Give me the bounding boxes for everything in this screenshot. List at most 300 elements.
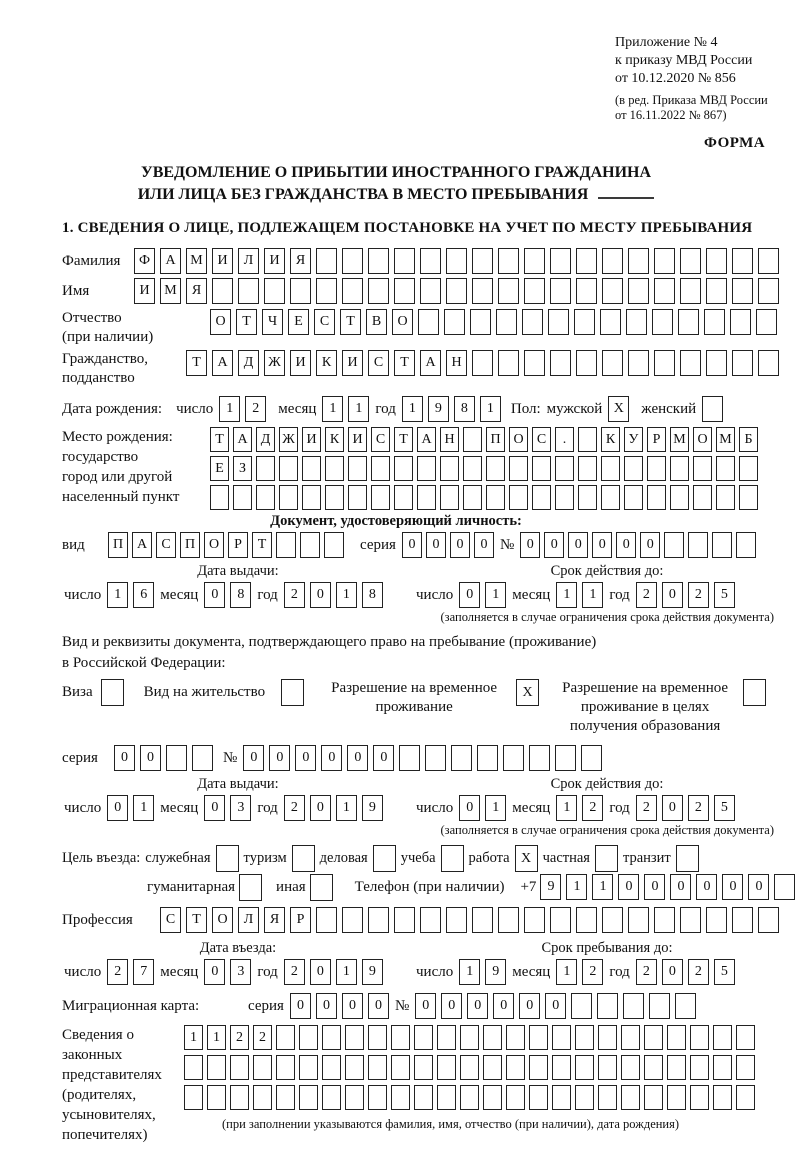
char-box[interactable]: [522, 309, 543, 335]
profession-boxes[interactable]: [160, 907, 779, 933]
char-box[interactable]: 0: [722, 874, 743, 900]
char-box[interactable]: [192, 745, 213, 771]
char-box[interactable]: [713, 1085, 732, 1110]
char-box[interactable]: М: [186, 248, 207, 274]
char-box[interactable]: [575, 1055, 594, 1080]
phone-boxes[interactable]: [540, 874, 795, 900]
char-box[interactable]: [394, 278, 415, 304]
char-box[interactable]: 5: [714, 582, 735, 608]
char-box[interactable]: [602, 278, 623, 304]
entry-year-boxes[interactable]: [284, 959, 383, 985]
char-box[interactable]: 2: [284, 582, 305, 608]
char-box[interactable]: [602, 248, 623, 274]
sex-male-checkbox[interactable]: [608, 396, 629, 422]
char-box[interactable]: К: [601, 427, 620, 452]
char-box[interactable]: [758, 350, 779, 376]
char-box[interactable]: [496, 309, 517, 335]
char-box[interactable]: X: [516, 679, 539, 706]
char-box[interactable]: [628, 350, 649, 376]
char-box[interactable]: [644, 1085, 663, 1110]
char-box[interactable]: О: [693, 427, 712, 452]
char-box[interactable]: [368, 1055, 387, 1080]
char-box[interactable]: И: [134, 278, 155, 304]
char-box[interactable]: 1: [556, 795, 577, 821]
char-box[interactable]: [678, 309, 699, 335]
char-box[interactable]: [667, 1055, 686, 1080]
char-box[interactable]: З: [233, 456, 252, 481]
char-box[interactable]: [506, 1085, 525, 1110]
char-box[interactable]: Б: [739, 427, 758, 452]
char-box[interactable]: [706, 248, 727, 274]
birth-place-row1-boxes[interactable]: [210, 427, 758, 452]
char-box[interactable]: 2: [107, 959, 128, 985]
char-box[interactable]: [628, 248, 649, 274]
birth-place-row2-boxes[interactable]: [210, 456, 758, 481]
char-box[interactable]: 0: [459, 582, 480, 608]
char-box[interactable]: [680, 278, 701, 304]
char-box[interactable]: [345, 1055, 364, 1080]
blank-underline-field[interactable]: [598, 185, 654, 199]
char-box[interactable]: [440, 456, 459, 481]
char-box[interactable]: [644, 1025, 663, 1050]
char-box[interactable]: [628, 278, 649, 304]
char-box[interactable]: [414, 1025, 433, 1050]
char-box[interactable]: Ф: [134, 248, 155, 274]
char-box[interactable]: [550, 248, 571, 274]
char-box[interactable]: 0: [520, 532, 540, 558]
char-box[interactable]: Р: [647, 427, 666, 452]
char-box[interactable]: [529, 745, 550, 771]
char-box[interactable]: [418, 309, 439, 335]
char-box[interactable]: Т: [210, 427, 229, 452]
char-box[interactable]: 9: [540, 874, 561, 900]
char-box[interactable]: [524, 278, 545, 304]
char-box[interactable]: 2: [688, 795, 709, 821]
char-box[interactable]: 5: [714, 959, 735, 985]
char-box[interactable]: 0: [450, 532, 470, 558]
char-box[interactable]: [316, 248, 337, 274]
char-box[interactable]: 0: [426, 532, 446, 558]
char-box[interactable]: Д: [256, 427, 275, 452]
char-box[interactable]: [460, 1055, 479, 1080]
char-box[interactable]: 1: [485, 795, 506, 821]
char-box[interactable]: 0: [107, 795, 128, 821]
char-box[interactable]: 0: [474, 532, 494, 558]
char-box[interactable]: [598, 1055, 617, 1080]
issue-month-boxes[interactable]: [204, 582, 251, 608]
char-box[interactable]: [441, 845, 464, 872]
char-box[interactable]: [555, 485, 574, 510]
char-box[interactable]: [739, 485, 758, 510]
char-box[interactable]: 1: [336, 959, 357, 985]
char-box[interactable]: [621, 1085, 640, 1110]
char-box[interactable]: [670, 456, 689, 481]
char-box[interactable]: [276, 1055, 295, 1080]
char-box[interactable]: А: [420, 350, 441, 376]
purpose-official-checkbox[interactable]: [216, 845, 239, 872]
char-box[interactable]: [654, 248, 675, 274]
char-box[interactable]: [758, 907, 779, 933]
char-box[interactable]: Л: [238, 907, 259, 933]
char-box[interactable]: [345, 1085, 364, 1110]
char-box[interactable]: [555, 456, 574, 481]
char-box[interactable]: [732, 248, 753, 274]
char-box[interactable]: [316, 907, 337, 933]
char-box[interactable]: [233, 485, 252, 510]
char-box[interactable]: [758, 248, 779, 274]
issue-year-boxes[interactable]: [284, 582, 383, 608]
char-box[interactable]: [299, 1055, 318, 1080]
char-box[interactable]: [290, 278, 311, 304]
char-box[interactable]: [688, 532, 708, 558]
char-box[interactable]: 9: [362, 959, 383, 985]
char-box[interactable]: [667, 1025, 686, 1050]
char-box[interactable]: [239, 874, 262, 901]
char-box[interactable]: [576, 907, 597, 933]
char-box[interactable]: [743, 679, 766, 706]
doc-type-boxes[interactable]: [108, 532, 344, 558]
char-box[interactable]: [391, 1055, 410, 1080]
char-box[interactable]: [647, 485, 666, 510]
char-box[interactable]: [704, 309, 725, 335]
char-box[interactable]: [368, 248, 389, 274]
char-box[interactable]: [680, 350, 701, 376]
char-box[interactable]: М: [670, 427, 689, 452]
birth-month-boxes[interactable]: [322, 396, 369, 422]
char-box[interactable]: [702, 396, 723, 422]
char-box[interactable]: 1: [556, 582, 577, 608]
char-box[interactable]: [322, 1055, 341, 1080]
char-box[interactable]: [600, 309, 621, 335]
char-box[interactable]: [498, 248, 519, 274]
char-box[interactable]: 0: [204, 959, 225, 985]
char-box[interactable]: 9: [362, 795, 383, 821]
migration-number-boxes[interactable]: [415, 993, 696, 1019]
issue-day-boxes[interactable]: [107, 795, 154, 821]
patronymic-boxes[interactable]: [210, 309, 777, 335]
char-box[interactable]: [322, 1025, 341, 1050]
char-box[interactable]: [716, 485, 735, 510]
char-box[interactable]: С: [314, 309, 335, 335]
char-box[interactable]: [649, 993, 670, 1019]
char-box[interactable]: А: [132, 532, 152, 558]
char-box[interactable]: [578, 427, 597, 452]
char-box[interactable]: Е: [210, 456, 229, 481]
char-box[interactable]: [486, 456, 505, 481]
char-box[interactable]: [578, 485, 597, 510]
char-box[interactable]: [399, 745, 420, 771]
char-box[interactable]: Т: [394, 350, 415, 376]
char-box[interactable]: 1: [107, 582, 128, 608]
char-box[interactable]: [509, 485, 528, 510]
char-box[interactable]: [550, 350, 571, 376]
char-box[interactable]: 5: [714, 795, 735, 821]
char-box[interactable]: И: [302, 427, 321, 452]
char-box[interactable]: [279, 456, 298, 481]
char-box[interactable]: 6: [133, 582, 154, 608]
char-box[interactable]: [276, 1025, 295, 1050]
char-box[interactable]: П: [486, 427, 505, 452]
char-box[interactable]: [368, 907, 389, 933]
stay-month-boxes[interactable]: [556, 959, 603, 985]
issue-year-boxes[interactable]: [284, 795, 383, 821]
char-box[interactable]: А: [160, 248, 181, 274]
char-box[interactable]: [756, 309, 777, 335]
char-box[interactable]: [550, 278, 571, 304]
char-box[interactable]: [322, 1085, 341, 1110]
char-box[interactable]: 1: [133, 795, 154, 821]
char-box[interactable]: 0: [204, 795, 225, 821]
issue-month-boxes[interactable]: [204, 795, 251, 821]
char-box[interactable]: [578, 456, 597, 481]
purpose-humanitarian-checkbox[interactable]: [239, 874, 262, 901]
legal-reps-row2-boxes[interactable]: [184, 1055, 755, 1080]
char-box[interactable]: [667, 1085, 686, 1110]
char-box[interactable]: 9: [428, 396, 449, 422]
birth-place-row3-boxes[interactable]: [210, 485, 758, 510]
char-box[interactable]: [647, 456, 666, 481]
char-box[interactable]: [210, 485, 229, 510]
char-box[interactable]: [654, 350, 675, 376]
char-box[interactable]: 0: [618, 874, 639, 900]
purpose-private-checkbox[interactable]: [595, 845, 618, 872]
char-box[interactable]: К: [316, 350, 337, 376]
char-box[interactable]: [184, 1085, 203, 1110]
char-box[interactable]: [690, 1025, 709, 1050]
char-box[interactable]: [238, 278, 259, 304]
char-box[interactable]: 0: [415, 993, 436, 1019]
purpose-work-checkbox[interactable]: [515, 845, 538, 872]
char-box[interactable]: 1: [459, 959, 480, 985]
char-box[interactable]: [417, 456, 436, 481]
char-box[interactable]: [602, 907, 623, 933]
char-box[interactable]: [706, 907, 727, 933]
valid-day-boxes[interactable]: [459, 795, 506, 821]
char-box[interactable]: [463, 485, 482, 510]
char-box[interactable]: 1: [485, 582, 506, 608]
char-box[interactable]: 0: [316, 993, 337, 1019]
char-box[interactable]: [446, 248, 467, 274]
char-box[interactable]: [420, 907, 441, 933]
char-box[interactable]: Т: [186, 907, 207, 933]
char-box[interactable]: [712, 532, 732, 558]
char-box[interactable]: 2: [636, 959, 657, 985]
char-box[interactable]: 1: [184, 1025, 203, 1050]
char-box[interactable]: [574, 309, 595, 335]
entry-month-boxes[interactable]: [204, 959, 251, 985]
char-box[interactable]: [472, 248, 493, 274]
char-box[interactable]: О: [212, 907, 233, 933]
char-box[interactable]: [483, 1055, 502, 1080]
char-box[interactable]: [264, 278, 285, 304]
char-box[interactable]: 0: [592, 532, 612, 558]
char-box[interactable]: [342, 278, 363, 304]
char-box[interactable]: 0: [310, 795, 331, 821]
char-box[interactable]: [529, 1055, 548, 1080]
char-box[interactable]: [483, 1085, 502, 1110]
char-box[interactable]: Ч: [262, 309, 283, 335]
char-box[interactable]: [670, 485, 689, 510]
char-box[interactable]: [576, 350, 597, 376]
char-box[interactable]: [281, 679, 304, 706]
char-box[interactable]: 0: [662, 795, 683, 821]
char-box[interactable]: [624, 456, 643, 481]
purpose-business-checkbox[interactable]: [373, 845, 396, 872]
char-box[interactable]: [472, 350, 493, 376]
char-box[interactable]: [212, 278, 233, 304]
char-box[interactable]: [664, 532, 684, 558]
char-box[interactable]: [486, 485, 505, 510]
doc-number-boxes[interactable]: [520, 532, 756, 558]
temp-residence-checkbox[interactable]: [516, 679, 539, 706]
char-box[interactable]: [342, 248, 363, 274]
surname-boxes[interactable]: [134, 248, 779, 274]
char-box[interactable]: [207, 1085, 226, 1110]
char-box[interactable]: 1: [566, 874, 587, 900]
char-box[interactable]: 2: [636, 795, 657, 821]
char-box[interactable]: 0: [290, 993, 311, 1019]
char-box[interactable]: [532, 485, 551, 510]
char-box[interactable]: 0: [368, 993, 389, 1019]
char-box[interactable]: [548, 309, 569, 335]
char-box[interactable]: 1: [219, 396, 240, 422]
char-box[interactable]: [253, 1085, 272, 1110]
char-box[interactable]: 3: [230, 795, 251, 821]
char-box[interactable]: [299, 1025, 318, 1050]
char-box[interactable]: С: [368, 350, 389, 376]
char-box[interactable]: 0: [295, 745, 316, 771]
char-box[interactable]: 0: [748, 874, 769, 900]
char-box[interactable]: Т: [252, 532, 272, 558]
char-box[interactable]: [506, 1025, 525, 1050]
char-box[interactable]: [552, 1025, 571, 1050]
char-box[interactable]: 1: [582, 582, 603, 608]
char-box[interactable]: [425, 745, 446, 771]
char-box[interactable]: [253, 1055, 272, 1080]
char-box[interactable]: [460, 1025, 479, 1050]
char-box[interactable]: [623, 993, 644, 1019]
char-box[interactable]: 0: [114, 745, 135, 771]
char-box[interactable]: Т: [236, 309, 257, 335]
sex-female-checkbox[interactable]: [702, 396, 723, 422]
char-box[interactable]: [368, 278, 389, 304]
char-box[interactable]: [446, 278, 467, 304]
char-box[interactable]: [736, 532, 756, 558]
char-box[interactable]: [371, 485, 390, 510]
char-box[interactable]: [417, 485, 436, 510]
char-box[interactable]: О: [210, 309, 231, 335]
char-box[interactable]: [575, 1025, 594, 1050]
char-box[interactable]: 1: [592, 874, 613, 900]
char-box[interactable]: 0: [662, 959, 683, 985]
char-box[interactable]: Т: [394, 427, 413, 452]
char-box[interactable]: 2: [688, 959, 709, 985]
char-box[interactable]: 1: [556, 959, 577, 985]
char-box[interactable]: [460, 1085, 479, 1110]
char-box[interactable]: [716, 456, 735, 481]
char-box[interactable]: [472, 278, 493, 304]
char-box[interactable]: [230, 1055, 249, 1080]
char-box[interactable]: 0: [616, 532, 636, 558]
char-box[interactable]: [774, 874, 795, 900]
char-box[interactable]: 0: [140, 745, 161, 771]
legal-reps-row3-boxes[interactable]: [184, 1085, 755, 1110]
char-box[interactable]: 2: [582, 959, 603, 985]
char-box[interactable]: С: [160, 907, 181, 933]
char-box[interactable]: [706, 278, 727, 304]
char-box[interactable]: [676, 845, 699, 872]
char-box[interactable]: 2: [284, 959, 305, 985]
char-box[interactable]: [101, 679, 124, 706]
char-box[interactable]: Н: [440, 427, 459, 452]
citizenship-boxes[interactable]: [186, 350, 779, 376]
visa-checkbox[interactable]: [101, 679, 124, 706]
char-box[interactable]: С: [371, 427, 390, 452]
char-box[interactable]: А: [233, 427, 252, 452]
char-box[interactable]: [730, 309, 751, 335]
residence-series-boxes[interactable]: [114, 745, 213, 771]
char-box[interactable]: [675, 993, 696, 1019]
char-box[interactable]: [601, 456, 620, 481]
char-box[interactable]: 1: [348, 396, 369, 422]
valid-month-boxes[interactable]: [556, 795, 603, 821]
char-box[interactable]: [503, 745, 524, 771]
char-box[interactable]: М: [716, 427, 735, 452]
birth-year-boxes[interactable]: [402, 396, 501, 422]
char-box[interactable]: [394, 485, 413, 510]
char-box[interactable]: О: [392, 309, 413, 335]
char-box[interactable]: [420, 248, 441, 274]
char-box[interactable]: [391, 1085, 410, 1110]
char-box[interactable]: X: [608, 396, 629, 422]
char-box[interactable]: [368, 1085, 387, 1110]
char-box[interactable]: И: [348, 427, 367, 452]
char-box[interactable]: [576, 278, 597, 304]
char-box[interactable]: 0: [519, 993, 540, 1019]
char-box[interactable]: [316, 278, 337, 304]
char-box[interactable]: 2: [688, 582, 709, 608]
char-box[interactable]: [693, 485, 712, 510]
char-box[interactable]: [437, 1085, 456, 1110]
char-box[interactable]: И: [290, 350, 311, 376]
char-box[interactable]: [325, 485, 344, 510]
purpose-other-checkbox[interactable]: [310, 874, 333, 901]
char-box[interactable]: [654, 907, 675, 933]
char-box[interactable]: [529, 1085, 548, 1110]
char-box[interactable]: 0: [310, 959, 331, 985]
char-box[interactable]: 7: [133, 959, 154, 985]
char-box[interactable]: 0: [568, 532, 588, 558]
char-box[interactable]: 8: [362, 582, 383, 608]
char-box[interactable]: [555, 745, 576, 771]
char-box[interactable]: [299, 1085, 318, 1110]
char-box[interactable]: [394, 248, 415, 274]
char-box[interactable]: [621, 1025, 640, 1050]
char-box[interactable]: [532, 456, 551, 481]
char-box[interactable]: Я: [186, 278, 207, 304]
char-box[interactable]: [166, 745, 187, 771]
char-box[interactable]: Т: [340, 309, 361, 335]
char-box[interactable]: [498, 907, 519, 933]
char-box[interactable]: 1: [480, 396, 501, 422]
char-box[interactable]: [598, 1085, 617, 1110]
char-box[interactable]: [732, 278, 753, 304]
char-box[interactable]: Ж: [279, 427, 298, 452]
char-box[interactable]: 1: [207, 1025, 226, 1050]
valid-year-boxes[interactable]: [636, 582, 735, 608]
char-box[interactable]: [736, 1025, 755, 1050]
char-box[interactable]: [529, 1025, 548, 1050]
